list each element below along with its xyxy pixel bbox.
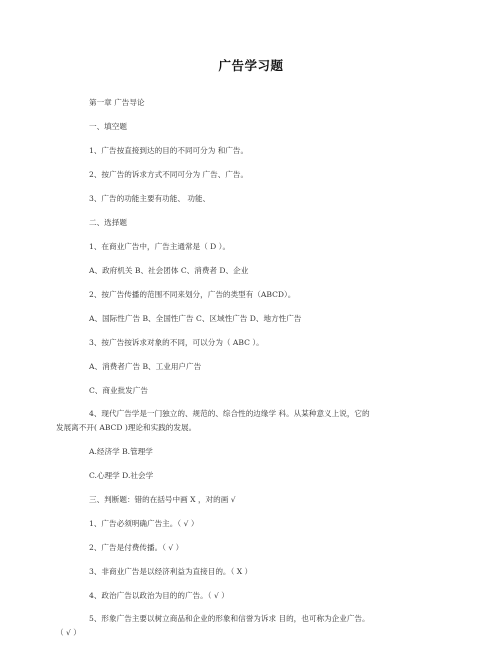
question-line-continued: （ √ ） xyxy=(56,628,81,637)
question-line: 1、广告必须明确广告主。（ √ ） xyxy=(89,519,199,528)
question-line: 3、非商业广告是以经济利益为直接目的。（ X ） xyxy=(89,567,253,576)
chapter-heading: 第一章 广告导论 xyxy=(89,98,145,107)
section-heading-true-false: 三、判断题：错的在括号中画 X ，对的画 √ xyxy=(89,495,236,504)
question-line: 2、按广告的诉求方式不同可分为 广告、广告。 xyxy=(89,170,249,179)
options-line: A、国际性广告 B、全国性广告 C、区域性广告 D、地方性广告 xyxy=(89,314,302,323)
document-title: 广告学习题 xyxy=(218,58,284,73)
question-line: 2、广告是付费传播。（ √ ） xyxy=(89,543,184,552)
options-line: A、政府机关 B、社会团体 C、消费者 D、企业 xyxy=(89,266,249,275)
question-line: 4、现代广告学是一门独立的、规范的、综合性的边缘学 科。从某种意义上说，它的 xyxy=(89,409,370,418)
options-line: C.心理学 D.社会学 xyxy=(89,471,154,480)
question-line: 3、广告的功能主要有功能、 功能、 xyxy=(89,194,211,203)
options-line: A.经济学 B.管理学 xyxy=(89,447,153,456)
question-line-continued: 发展离不开( ABCD )理论和实践的发展。 xyxy=(56,423,197,432)
options-line: C、商业批发广告 xyxy=(89,386,148,395)
question-line: 5、形象广告主要以树立商品和企业的形象和信誉为诉求 目的，也可称为企业广告。 xyxy=(89,614,370,623)
question-line: 1、广告按直接到达的目的不同可分为 和广告。 xyxy=(89,146,249,155)
question-line: 3、按广告按诉求对象的不同，可以分为（ ABC ）。 xyxy=(89,338,264,347)
question-line: 4、政治广告以政治为目的的广告。（ √ ） xyxy=(89,591,229,600)
section-heading-choice: 二、选择题 xyxy=(89,218,127,227)
section-heading-fill-blank: 一、填空题 xyxy=(89,122,127,131)
question-line: 1、在商业广告中，广告主通常是（ D ）。 xyxy=(89,242,231,251)
options-line: A、消费者广告 B、工业用户广告 xyxy=(89,362,202,371)
question-line: 2、按广告传播的范围不同来划分，广告的类型有（ABCD）。 xyxy=(89,290,296,299)
